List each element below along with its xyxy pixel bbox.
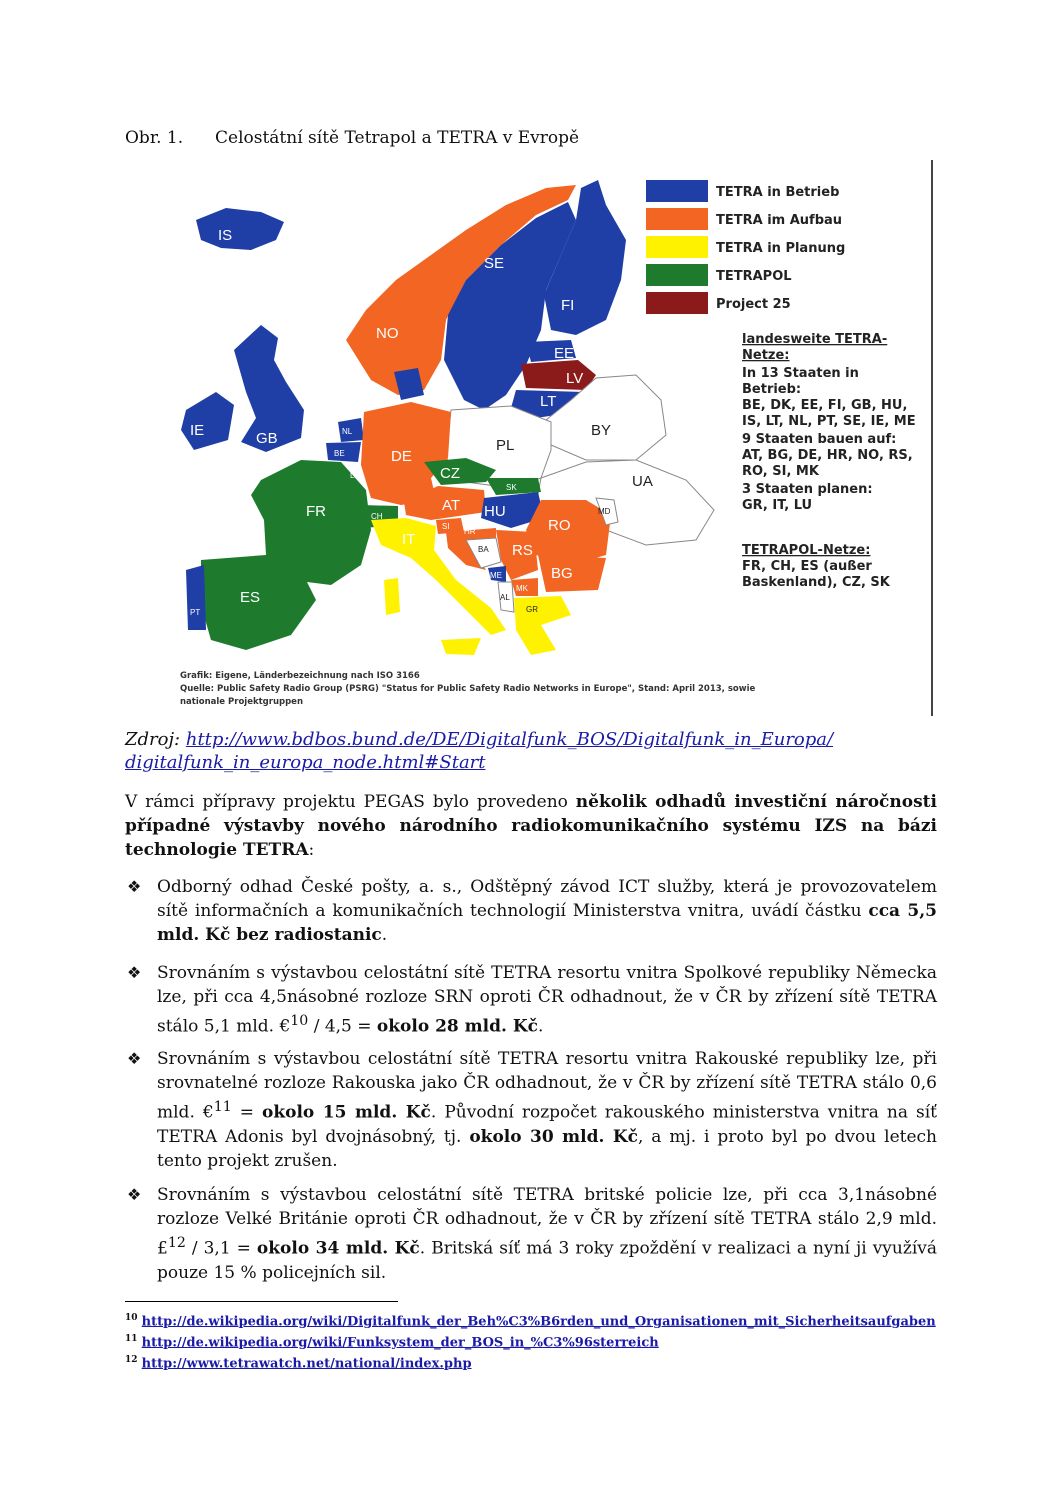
figure-title: Celostátní sítě Tetrapol a TETRA v Evropě: [215, 128, 580, 148]
cc-IS: IS: [218, 227, 233, 244]
footnote-link[interactable]: http://de.wikipedia.org/wiki/Digitalfunk_der_Beh%C3%B6rden_und_Organisationen_mit_Sicherheitsaufgaben: [141, 1314, 936, 1330]
cc-FR: FR: [306, 503, 326, 520]
bullet-4-text: Srovnáním s výstavbou celostátní sítě TETRA britské policie lze, při cca 3,1násobné rozloze Velké Británie oproti ČR odhadnout, že v ČR by zřízení sítě TETRA stálo 2,9 mld. £: [157, 1185, 937, 1259]
cc-SI: SI: [442, 522, 450, 531]
footnote-number: 11: [125, 1334, 138, 1344]
cc-SK: SK: [506, 483, 517, 492]
europe-map-figure: [166, 160, 936, 716]
source-link-line1[interactable]: http://www.bdbos.bund.de/DE/Digitalfunk_BOS/Digitalfunk_in_Europa/: [185, 729, 834, 750]
intro-end: :: [308, 840, 315, 860]
info-line-2: In 13 Staaten in: [742, 366, 859, 381]
bullet-3-text: Srovnáním s výstavbou celostátní sítě TETRA resortu vnitra Rakouské republiky lze, při srovnatelné rozloze Rakouska jako ČR odhadnout, že v ČR by zřízení sítě TETRA stálo 0,6 mld. €: [157, 1049, 937, 1123]
info-line-14: Baskenland), CZ, SK: [742, 575, 890, 590]
bullet-3-cont: . Původní rozpočet rakouského ministerstva vnitra na síť TETRA Adonis byl dvojnásobný, tj.: [157, 1102, 937, 1147]
cc-MK: MK: [516, 584, 528, 593]
footnote-ref-10[interactable]: 10: [290, 1013, 309, 1029]
cc-MD: MD: [598, 507, 611, 516]
bullet-item-3: [125, 1047, 937, 1173]
bullet-3-bold2: okolo 30 mld. Kč: [469, 1126, 638, 1147]
info-line-8: RO, SI, MK: [742, 464, 819, 479]
footnote-10: [125, 1313, 936, 1329]
cc-BE: BE: [334, 449, 345, 458]
cc-BA: BA: [478, 545, 489, 554]
cc-IT: IT: [402, 531, 416, 548]
legend-swatch-im-aufbau: [646, 208, 708, 230]
bullet-2-mid: / 4,5 =: [308, 1016, 377, 1037]
info-line-10: GR, IT, LU: [742, 498, 813, 513]
source-label: Zdroj:: [125, 729, 181, 750]
info-line-1: Netze:: [742, 348, 790, 363]
bullet-4-mid: / 3,1 =: [185, 1238, 257, 1259]
cc-PT: PT: [190, 608, 201, 617]
map-credit-line3: nationale Projektgruppen: [180, 697, 303, 707]
cc-LU: LU: [350, 471, 361, 480]
bullet-2-end: .: [537, 1016, 544, 1037]
cc-NL: NL: [342, 427, 353, 436]
cc-LV: LV: [566, 370, 584, 387]
cc-HU: HU: [484, 503, 506, 520]
bullet-4-bold: okolo 34 mld. Kč: [256, 1238, 420, 1259]
bullet-text: [157, 961, 937, 1039]
country-PT: [186, 565, 206, 630]
intro-paragraph: [125, 790, 937, 862]
bullet-text: [157, 875, 937, 947]
cc-CZ: CZ: [440, 465, 460, 482]
bullet-text: [157, 1047, 937, 1173]
info-line-5: IS, LT, NL, PT, SE, IE, ME: [742, 414, 916, 429]
footnote-number: 12: [125, 1355, 138, 1365]
bullet-4-end: . Britská síť má 3 roky zpoždění v realizaci a nyní ji využívá pouze 15 % policejních sil.: [157, 1238, 937, 1283]
legend-swatch-in-planung: [646, 236, 708, 258]
bullet-2-bold: okolo 28 mld. Kč: [376, 1016, 538, 1037]
cc-GB: GB: [256, 430, 278, 447]
cc-IE: IE: [190, 422, 205, 439]
info-line-9: 3 Staaten planen:: [742, 482, 873, 497]
cc-RS: RS: [512, 542, 533, 559]
info-line-6: 9 Staaten bauen auf:: [742, 432, 897, 447]
diamond-bullet-icon: ❖: [127, 1185, 142, 1204]
legend-label-im-aufbau: TETRA im Aufbau: [716, 213, 843, 228]
footnote-link[interactable]: http://de.wikipedia.org/wiki/Funksystem_der_BOS_in_%C3%96sterreich: [141, 1335, 659, 1351]
intro-bold: několik odhadů investiční náročnosti případné výstavby nového národního radiokomunikačního systému IZS na bázi technologie TETRA: [125, 792, 937, 860]
diamond-bullet-icon: ❖: [127, 877, 142, 896]
legend-label-in-betrieb: TETRA in Betrieb: [716, 185, 840, 200]
info-line-3: Betrieb:: [742, 382, 802, 397]
cc-AL: AL: [500, 593, 510, 602]
cc-ES: ES: [240, 589, 261, 606]
cc-NO: NO: [376, 325, 399, 342]
footnote-divider: [125, 1301, 398, 1302]
info-line-0: landesweite TETRA-: [742, 332, 888, 347]
cc-RO: RO: [548, 517, 571, 534]
legend-label-tetrapol: TETRAPOL: [716, 269, 792, 284]
europe-map: [166, 160, 936, 716]
figure-caption: [125, 128, 579, 148]
footnote-link[interactable]: http://www.tetrawatch.net/national/index.php: [141, 1356, 472, 1372]
bullet-1-text: Odborný odhad České pošty, a. s., Odštěpný závod ICT služby, která je provozovatelem sítě informačních a komunikačních technologií Ministerstva vnitra, uvádí částku: [157, 877, 937, 921]
legend-swatch-in-betrieb: [646, 180, 708, 202]
cc-AT: AT: [442, 497, 461, 514]
footnote-ref-12[interactable]: 12: [167, 1235, 186, 1251]
legend-swatch-tetrapol: [646, 264, 708, 286]
country-IT-sicily: [441, 638, 481, 655]
footnote-number: 10: [125, 1313, 138, 1323]
footnote-12: [125, 1355, 472, 1371]
cc-BG: BG: [551, 565, 573, 582]
diamond-bullet-icon: ❖: [127, 1049, 142, 1068]
bullet-3-mid: =: [231, 1102, 262, 1123]
cc-ME: ME: [490, 571, 502, 580]
cc-UA: UA: [632, 473, 653, 490]
figure-number: Obr. 1.: [125, 128, 184, 148]
bullet-1-end: .: [381, 925, 388, 945]
bullet-item-2: [125, 961, 937, 1039]
bullet-3-bold: okolo 15 mld. Kč: [262, 1102, 431, 1123]
country-IT-sardinia: [384, 578, 400, 615]
legend-label-in-planung: TETRA in Planung: [716, 241, 846, 256]
bullet-item-1: [125, 875, 937, 947]
bullet-1-bold: cca 5,5 mld. Kč bez radiostanic: [157, 901, 937, 945]
diamond-bullet-icon: ❖: [127, 963, 142, 982]
figure-source: [125, 728, 945, 774]
source-link-line2[interactable]: digitalfunk_in_europa_node.html#Start: [125, 752, 486, 773]
info-line-13: FR, CH, ES (außer: [742, 559, 872, 574]
legend-label-project25: Project 25: [716, 297, 791, 312]
bullet-2-text: Srovnáním s výstavbou celostátní sítě TETRA resortu vnitra Spolkové republiky Německa lze, při cca 4,5násobné rozloze SRN oproti ČR odhadnout, že v ČR by zřízení sítě TETRA stálo 5,1 mld. €: [157, 963, 937, 1037]
legend-swatch-project25: [646, 292, 708, 314]
cc-HR: HR: [464, 527, 476, 536]
intro-text: V rámci přípravy projektu PEGAS bylo provedeno: [125, 792, 576, 812]
info-line-7: AT, BG, DE, HR, NO, RS,: [742, 448, 913, 463]
cc-SE: SE: [484, 255, 505, 272]
cc-DE: DE: [391, 448, 412, 465]
cc-PL: PL: [496, 437, 515, 454]
footnote-ref-11[interactable]: 11: [213, 1099, 232, 1115]
map-credit-line1: Grafik: Eigene, Länderbezeichnung nach ISO 3166: [180, 671, 420, 681]
footnote-11: [125, 1334, 659, 1350]
map-credit-line2: Quelle: Public Safety Radio Group (PSRG) "Status for Public Safety Radio Networks in Europe", Stand: April 2013, sowie: [180, 684, 756, 694]
cc-CH: CH: [371, 512, 383, 521]
cc-GR: GR: [526, 605, 538, 614]
info-line-4: BE, DK, EE, FI, GB, HU,: [742, 398, 908, 413]
cc-EE: EE: [554, 345, 575, 362]
bullet-item-4: [125, 1183, 937, 1285]
cc-BY: BY: [591, 422, 612, 439]
bullet-text: [157, 1183, 937, 1285]
cc-FI: FI: [561, 297, 575, 314]
info-line-12: TETRAPOL-Netze:: [742, 543, 871, 558]
bullet-3-end: , a mj. i proto byl po dvou letech tento projekt zrušen.: [157, 1126, 937, 1171]
cc-LT: LT: [540, 393, 557, 410]
